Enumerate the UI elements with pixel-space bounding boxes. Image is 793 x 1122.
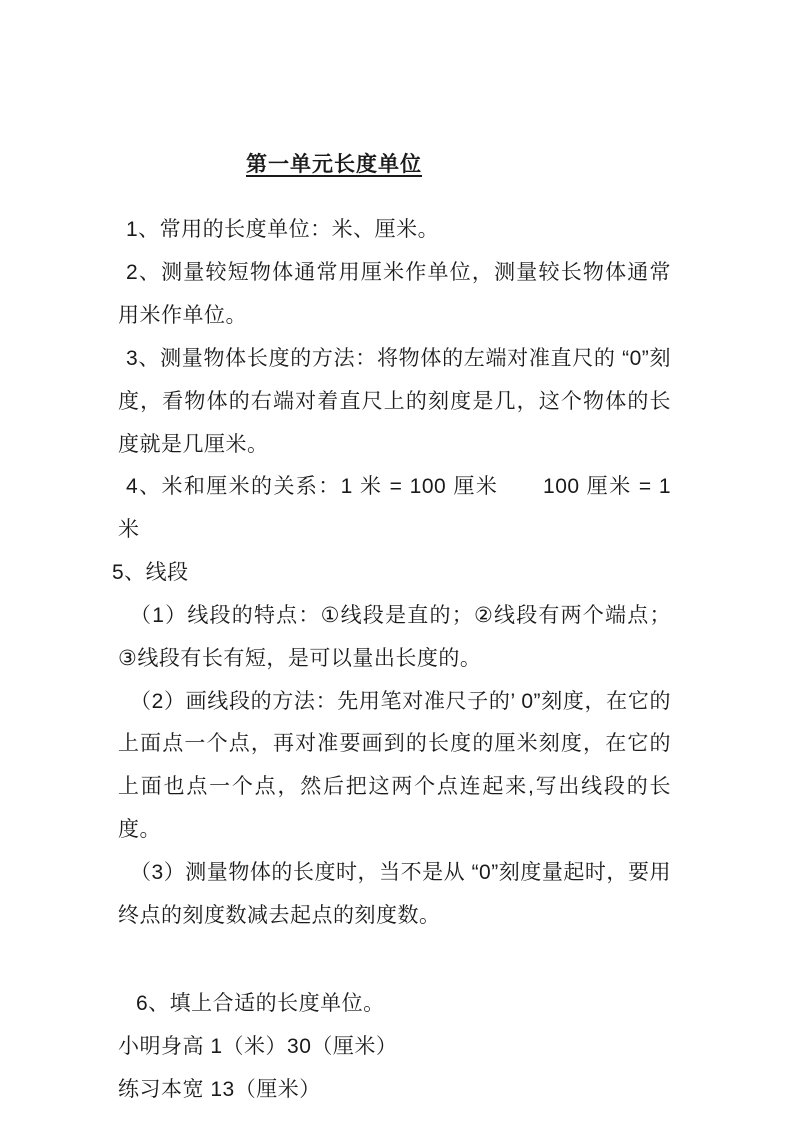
paragraph-subitem-5-3: （3）测量物体的长度时，当不是从 “0”刻度量起时，要用终点的刻度数减去起点的刻度数。 <box>118 860 671 927</box>
paragraph-item-4: 4、米和厘米的关系：1 米 = 100 厘米 100 厘米 = 1 米 <box>118 475 671 542</box>
document-title: 第一单元长度单位 <box>246 153 422 176</box>
paragraph-item-5: 5、线段 <box>112 561 189 585</box>
paragraph-item-1: 1、常用的长度单位：米、厘米。 <box>126 218 440 242</box>
paragraph-item-6: 6、填上合适的长度单位。 <box>136 992 385 1016</box>
paragraph-answer-line-2: 练习本宽 13（厘米） <box>118 1078 321 1102</box>
paragraph-item-3: 3、测量物体长度的方法：将物体的左端对准直尺的 “0”刻度，看物体的右端对着直尺上的刻度是几，这个物体的长度就是几厘米。 <box>118 346 671 456</box>
paragraph-answer-line-1: 小明身高 1（米）30（厘米） <box>118 1035 398 1059</box>
paragraph-item-2: 2、测量较短物体通常用厘米作单位，测量较长物体通常用米作单位。 <box>118 261 671 328</box>
paragraph-subitem-5-1: （1）线段的特点：①线段是直的；②线段有两个端点；③线段有长有短，是可以量出长度的。 <box>118 603 671 670</box>
paragraph-subitem-5-2: （2）画线段的方法：先用笔对准尺子的’ 0”刻度，在它的上面点一个点，再对准要画到的长度的厘米刻度，在它的上面也点一个点，然后把这两个点连起来,写出线段的长度。 <box>118 689 671 841</box>
